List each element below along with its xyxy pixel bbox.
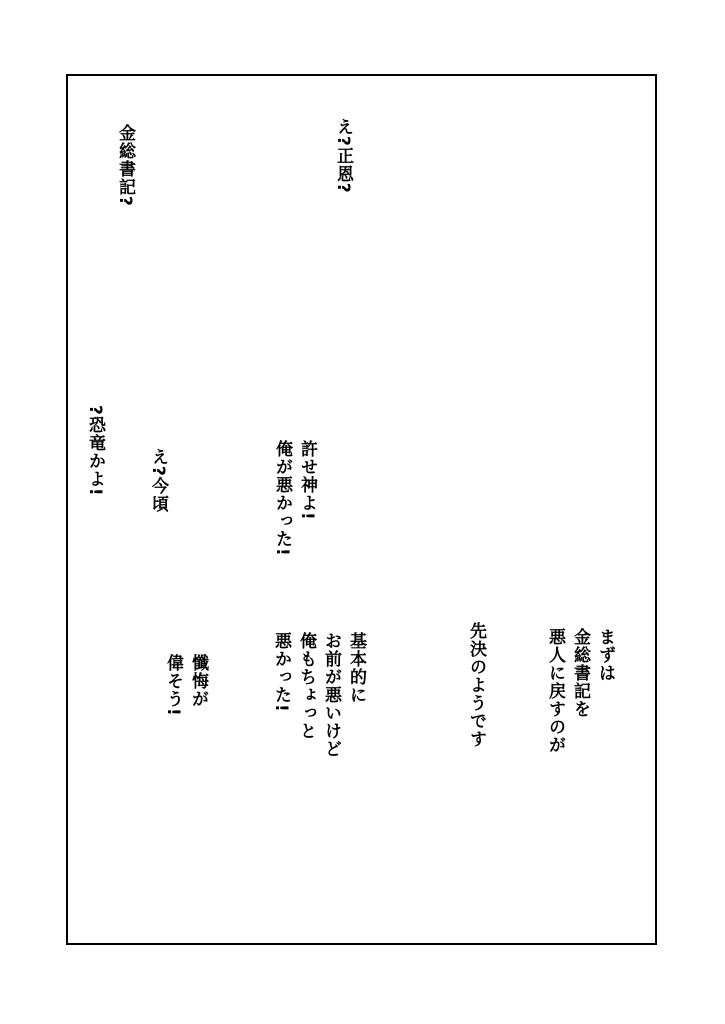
speech-line: 許せ神よ! [297,440,317,521]
speech-line: え?今頃 [148,448,168,513]
speech-imagoro [148,448,168,513]
speech-line: 懺悔が [188,654,208,708]
speech-senketsu [466,622,486,748]
speech-line: 金総書記を [570,628,590,718]
speech-line: 俺が悪かった! [272,440,292,557]
speech-kyoryu [85,405,105,497]
speech-line: まずは [595,628,615,682]
speech-kihonteki [271,632,366,758]
speech-line: 悪人に戻すのが [545,628,565,754]
speech-kinsou-shoki [115,124,135,207]
speech-zange [163,654,208,717]
speech-line: え?正恩? [333,118,353,194]
speech-line: お前が悪いけど [321,632,341,758]
speech-line: ?恐竜かよ! [85,405,105,497]
speech-mazuwa [545,628,615,754]
speech-line: 偉そう! [163,654,183,717]
speech-line: 基本的に [346,632,366,704]
speech-line: 金総書記? [115,124,135,207]
speech-e-shoon [333,118,353,194]
speech-line: 先決のようです [466,622,486,748]
speech-yuruse [272,440,317,557]
speech-line: 俺もちょっと [296,632,316,740]
speech-line: 悪かった! [271,632,291,713]
